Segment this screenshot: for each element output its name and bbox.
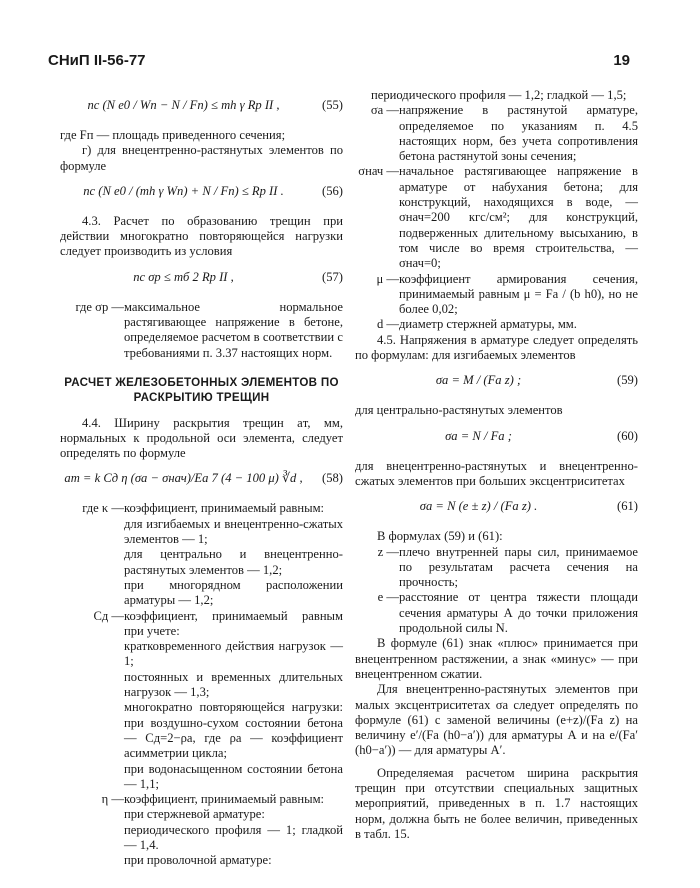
paragraph-crack-width-limit: Определяемая расчетом ширина раскрытия трещин при отсутствии специальных защитных мероприятий, приведенных в п. 1.7 настоящих норм, должна быть не более величин, приведенных в табл. 15.: [355, 765, 638, 841]
cd-line: коэффициент, принимаемый равным при учете:: [124, 608, 343, 638]
equation-55: [60, 98, 343, 118]
k-definition: [60, 501, 343, 608]
k-line: при многорядном расположении арматуры — 1,2;: [124, 577, 343, 608]
equation-57-formula: nc σр ≤ mб 2 Rp II ,: [133, 269, 234, 284]
equation-60: [355, 429, 638, 449]
equation-58: [60, 471, 343, 491]
e-text: расстояние от центра тяжести площади сечения арматуры А до точки приложения продольной силы N.: [399, 590, 638, 636]
eta-line: коэффициент, принимаемый равным:: [124, 792, 325, 807]
fp-definition: где Fп — площадь приведенного сечения;: [60, 128, 286, 142]
equation-57-number: (57): [322, 269, 343, 284]
d-text: диаметр стержней арматуры, мм.: [399, 317, 577, 332]
equation-58-formula: aт = k Cд η (σа − σнач)/Eа 7 (4 − 100 μ) ∛d ,: [64, 471, 303, 486]
mu-definition: [355, 272, 638, 318]
paragraph-4-3: 4.3. Расчет по образованию трещин при действии многократно повторяющейся нагрузки следует производить из условия: [60, 213, 343, 259]
paragraph-sign-rule: В формуле (61) знак «плюс» принимается при внецентренном растяжении, а знак «минус» — при внецентренном сжатии.: [355, 636, 638, 681]
paragraph-4-5: 4.5. Напряжения в арматуре следует определять по формулам: для изгибаемых элементов: [355, 332, 638, 363]
right-column: [355, 88, 638, 842]
e-key: e —: [377, 590, 399, 605]
eta-definition: [60, 792, 343, 868]
left-column: [60, 88, 343, 869]
eta-line: периодического профиля — 1; гладкой — 1,4.: [124, 822, 343, 852]
mu-key: μ —: [376, 271, 399, 286]
paragraph-small-eccentricity: Для внецентренно-растянутых элементов при малых эксцентриситетах σа следует определять по формуле (61) с заменой величины (e+z)/(Fа z) на величину e′/(Fа (h0−a′)) для арматуры А и на e/(Fа′ (h0−a′)) — для арматуры А′.: [355, 682, 638, 758]
k-line: коэффициент, принимаемый равным:: [124, 501, 325, 516]
z-key: z —: [377, 544, 399, 559]
snach-key: σнач —: [358, 164, 399, 179]
z-text: плечо внутренней пары сил, принимаемое по результатам расчета сечения на прочность;: [399, 544, 638, 590]
cd-line: многократно повторяющейся нагрузки: при воздушно-сухом состоянии бетона — Cд=2−ρа, где ρа — коэффициент асимметрии цикла;: [124, 700, 343, 761]
in-formulas-line: В формулах (59) и (61):: [377, 529, 503, 544]
equation-60-formula: σа = N / Fа ;: [445, 428, 512, 443]
equation-59-formula: σа = M / (Fа z) ;: [435, 373, 522, 388]
eta-continuation: периодического профиля — 1,2; гладкой — 1,5;: [371, 88, 627, 102]
eta-line: при проволочной арматуре:: [124, 853, 272, 868]
equation-55-number: (55): [322, 98, 343, 112]
equation-59-number: (59): [617, 373, 638, 388]
section-heading: РАСЧЕТ ЖЕЛЕЗОБЕТОННЫХ ЭЛЕМЕНТОВ ПО РАСКРЫТИЮ ТРЕЩИН: [64, 375, 339, 405]
sigma-p-key: где σр —: [75, 299, 124, 314]
sigma-p-definition: [60, 300, 343, 361]
equation-61: [355, 499, 638, 519]
sa-text: напряжение в растянутой арматуре, определяемое по указаниям п. 4.5 настоящих норм, без учета сопротивления бетона растянутой зоны сечения;: [399, 103, 638, 164]
equation-58-number: (58): [322, 471, 343, 486]
mu-text: коэффициент армирования сечения, принимаемый равным μ = Fа / (b h0), но не более 0,02;: [399, 271, 638, 317]
k-key: где κ —: [82, 501, 124, 516]
eta-key: η —: [101, 792, 124, 807]
eccentric-text: для внецентренно-растянутых и внецентренно-сжатых элементов при больших эксцентриситетах: [355, 458, 638, 488]
z-definition: [355, 545, 638, 591]
sa-definition: [355, 103, 638, 164]
central-tension-text: для центрально-растянутых элементов: [355, 403, 563, 418]
e-definition: [355, 590, 638, 636]
doc-code: СНиП II-56-77: [48, 52, 146, 69]
spacer: [355, 759, 638, 766]
equation-56-number: (56): [322, 183, 343, 198]
k-line: для изгибаемых и внецентренно-сжатых элементов — 1;: [124, 516, 343, 547]
equation-61-formula: σа = N (e ± z) / (Fа z) .: [419, 499, 538, 514]
equation-60-number: (60): [617, 428, 638, 443]
paragraph-4-4: 4.4. Ширину раскрытия трещин aт, мм, нормальных к продольной оси элемента, следует определять по формуле: [60, 415, 343, 461]
equation-59: [355, 373, 638, 393]
sigma-p-text: максимальное нормальное растягивающее напряжение в бетоне, определяемое расчетом в соответствии с требованиями п. 3.37 настоящих норм.: [124, 299, 343, 360]
snach-text: начальное растягивающее напряжение в арматуре от набухания бетона; для конструкций, находящихся в воде, — σнач=200 кгс/см²; для конструкций, подверженных длительному высыханию, в том числе во время строительства, — σнач=0;: [399, 164, 638, 271]
cd-key: Cд —: [93, 608, 124, 623]
cd-line: кратковременного действия нагрузок — 1;: [124, 639, 343, 669]
item-g: г) для внецентренно-растянутых элементов по формуле: [60, 143, 343, 173]
cd-definition: [60, 609, 343, 793]
d-definition: [355, 317, 638, 332]
equation-57: [60, 270, 343, 290]
equation-56: [60, 184, 343, 204]
cd-line: постоянных и временных длительных нагрузок — 1,3;: [124, 669, 343, 700]
k-line: для центрально и внецентренно-растянутых элементов — 1,2;: [124, 547, 343, 577]
eta-line: при стержневой арматуре:: [124, 807, 265, 822]
page-number: 19: [613, 52, 630, 69]
snach-definition: [355, 164, 638, 271]
equation-61-number: (61): [617, 499, 638, 514]
equation-56-formula: nc (N e0 / (mh γ Wп) + N / Fп) ≤ Rp II .: [83, 183, 284, 198]
equation-55-formula: nc (N e0 / Wп − N / Fп) ≤ mh γ Rp II ,: [87, 98, 280, 112]
page-header: [48, 52, 630, 74]
cd-line: при водонасыщенном состоянии бетона — 1,1;: [124, 761, 343, 791]
sa-key: σа —: [370, 103, 399, 118]
d-key: d —: [376, 317, 399, 332]
